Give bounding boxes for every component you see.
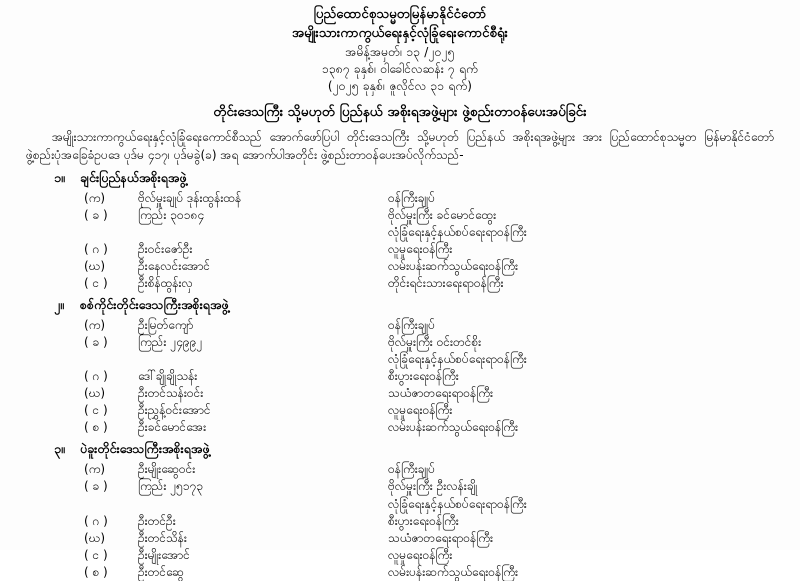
table-row [26, 513, 774, 530]
row-name: ဦးတင်ဦး [138, 513, 176, 528]
table-row [26, 547, 774, 564]
row-name: ဦးမြတ်ကျော် [138, 318, 194, 333]
row-label: ( င ) [84, 403, 108, 418]
row-name: ဦးမျိုးအောင် [138, 547, 190, 562]
header-line-gregorian-date: (၂၀၂၅ ခုနှစ်၊ ဇူလိုင်လ ၃၁ ရက်) [327, 79, 473, 94]
header-line-country: ပြည်ထောင်စုသမ္မတမြန်မာနိုင်ငံတော် [313, 7, 487, 22]
row-post: လမ်းပန်းဆက်သွယ်ရေးဝန်ကြီး [388, 564, 519, 579]
row-name: ဦးစိန်ထွန်းလှ [138, 276, 193, 291]
section-title-3: ပဲခူးတိုင်းဒေသကြီးအစိုးရအဖွဲ့ [80, 441, 210, 457]
section-number-2: ၂။ [54, 297, 64, 313]
section-1-rows [26, 190, 774, 292]
row-post-continuation: လုံခြုံရေးနှင့်နယ်စပ်ရေးရာဝန်ကြီး [388, 496, 527, 511]
section-heading-1 [26, 170, 774, 189]
table-row [26, 385, 774, 402]
row-name: ဦးညွှန့်ဝင်းအောင် [138, 403, 211, 418]
row-name: ဦးဝင်းဇော်ဦး [138, 242, 193, 257]
row-name: ဒေါ်ချိုချိုသန်း [138, 369, 198, 384]
row-post: လမ်းပန်းဆက်သွယ်ရေးဝန်ကြီး [388, 259, 519, 274]
row-name: ကြည်း ၂၄၉၉၂ [138, 335, 203, 350]
row-post: ဝန်ကြီးချုပ် [388, 191, 435, 206]
section-title-2: စစ်ကိုင်းတိုင်းဒေသကြီးအစိုးရအဖွဲ့ [80, 297, 229, 313]
header-line-office: အမျိုးသားကာကွယ်ရေးနှင့်လုံခြုံရေးကောင်စီရုံး [291, 25, 509, 41]
row-post: လူမှုရေးဝန်ကြီး [388, 547, 453, 562]
table-row [26, 317, 774, 334]
document-header [26, 6, 774, 96]
row-post: ဗိုလ်မှူးကြီး ဦးလန်းချို [388, 479, 478, 494]
row-label: (ဃ) [84, 530, 106, 545]
row-post: စီးပွားရေးဝန်ကြီး [388, 513, 459, 528]
table-row [26, 334, 774, 351]
row-name: ဦးတင်ဆွေ [138, 564, 184, 579]
row-post: စီးပွားရေးဝန်ကြီး [388, 369, 459, 384]
table-row [26, 190, 774, 207]
row-post: သယံဇာတရေးရာဝန်ကြီး [388, 530, 494, 545]
row-label: ( ခ ) [84, 208, 108, 223]
row-label: ( ဂ ) [84, 369, 108, 384]
row-post: လမ်းပန်းဆက်သွယ်ရေးဝန်ကြီး [388, 420, 519, 435]
row-label: ( စ ) [84, 564, 108, 579]
section-2-rows [26, 317, 774, 436]
row-post: သယံဇာတရေးရာဝန်ကြီး [388, 386, 494, 401]
row-label: (က) [84, 462, 106, 477]
row-name: ဦးခင်မောင်အေး [138, 420, 207, 435]
row-name: ဦးနေလင်းအောင် [138, 259, 211, 274]
row-post-continuation: လုံခြုံရေးနှင့်နယ်စပ်ရေးရာဝန်ကြီး [388, 225, 527, 240]
section-title-1: ချင်းပြည်နယ်အစိုးရအဖွဲ့ [80, 170, 187, 186]
row-name: ကြည်း ၃၀၁၈၄ [138, 208, 205, 223]
row-post: ဗိုလ်မှူးကြီး ခင်မောင်ထွေး [388, 208, 497, 223]
row-label: (ဃ) [84, 259, 106, 274]
row-post: ဝန်ကြီးချုပ် [388, 318, 435, 333]
section-heading-2 [26, 297, 774, 316]
row-post: တိုင်းရင်းသားရေးရာဝန်ကြီး [388, 276, 504, 291]
table-row [26, 275, 774, 292]
table-row [26, 419, 774, 436]
row-label: ( ဂ ) [84, 242, 108, 257]
table-row [26, 258, 774, 275]
row-name: ဦးတင်သိန်း [138, 530, 187, 545]
intro-paragraph-text: အမျိုးသားကာကွယ်ရေးနှင့်လုံခြုံရေးကောင်စီသည် အောက်ဖော်ပြပါ တိုင်းဒေသကြီး သို့မဟုတ် ပြည်နယ် အစိုးရအဖွဲ့များ အား ပြည်ထောင်စုသမ္မတ မြန်မာနိုင်ငံတော် ဖွဲ့စည်းပုံအခြေခံဥပဒေ ပုဒ်မ ၄၁၇၊ ပုဒ်မခွဲ(ခ) အရ အောက်ပါအတိုင်း ဖွဲ့စည်းတာဝန်ပေးအပ်လိုက်သည်- [26, 129, 774, 163]
row-name: ကြည်း ၂၅၁၇၃ [138, 479, 204, 494]
section-chin-state [26, 170, 774, 292]
row-name: ဗိုလ်မှူးချုပ် ဒုန်းထွန်းထန် [138, 191, 242, 206]
row-label: (က) [84, 318, 106, 333]
section-sagaing-region [26, 297, 774, 436]
table-row [26, 530, 774, 547]
row-name: ဦးတင်သန်းဝင်း [138, 386, 204, 401]
header-line-order-number: အမိန့်အမှတ်၊ ၁၃ /၂၀၂၅ [345, 44, 455, 59]
row-post: လူမှုရေးဝန်ကြီး [388, 242, 453, 257]
row-post: လူမှုရေးဝန်ကြီး [388, 403, 453, 418]
header-line-myanmar-date: ၁၃၈၇ ခုနှစ်၊ ဝါခေါင်လဆန်း ၇ ရက် [322, 62, 478, 77]
row-label: ( ဂ ) [84, 513, 108, 528]
row-post-continuation: လုံခြုံရေးနှင့်နယ်စပ်ရေးရာဝန်ကြီး [388, 352, 527, 367]
row-post: ဝန်ကြီးချုပ် [388, 462, 435, 477]
table-row [26, 564, 774, 581]
row-label: (ဃ) [84, 386, 106, 401]
row-label: ( င ) [84, 547, 108, 562]
row-post: ဗိုလ်မှူးကြီး ဝင်းတင်စိုး [388, 335, 482, 350]
intro-paragraph [26, 128, 774, 165]
section-number-3: ၃။ [54, 441, 65, 457]
table-row [26, 241, 774, 258]
table-row [26, 402, 774, 419]
table-row [26, 368, 774, 385]
section-bago-region [26, 441, 774, 580]
page-title: တိုင်းဒေသကြီး သို့မဟုတ် ပြည်နယ် အစိုးရအဖွဲ့များ ဖွဲ့စည်းတာဝန်ပေးအပ်ခြင်း [213, 103, 587, 120]
table-row [26, 207, 774, 224]
row-label: (က) [84, 191, 106, 206]
section-number-1: ၁။ [54, 170, 65, 186]
section-3-rows [26, 461, 774, 580]
table-row [26, 478, 774, 495]
row-label: ( စ ) [84, 420, 108, 435]
row-label: ( ခ ) [84, 479, 108, 494]
row-label: ( ခ ) [84, 335, 108, 350]
table-row [26, 461, 774, 478]
section-heading-3 [26, 441, 774, 460]
row-name: ဦးမျိုးဆွေဝင်း [138, 462, 196, 477]
row-label: ( င ) [84, 276, 108, 291]
